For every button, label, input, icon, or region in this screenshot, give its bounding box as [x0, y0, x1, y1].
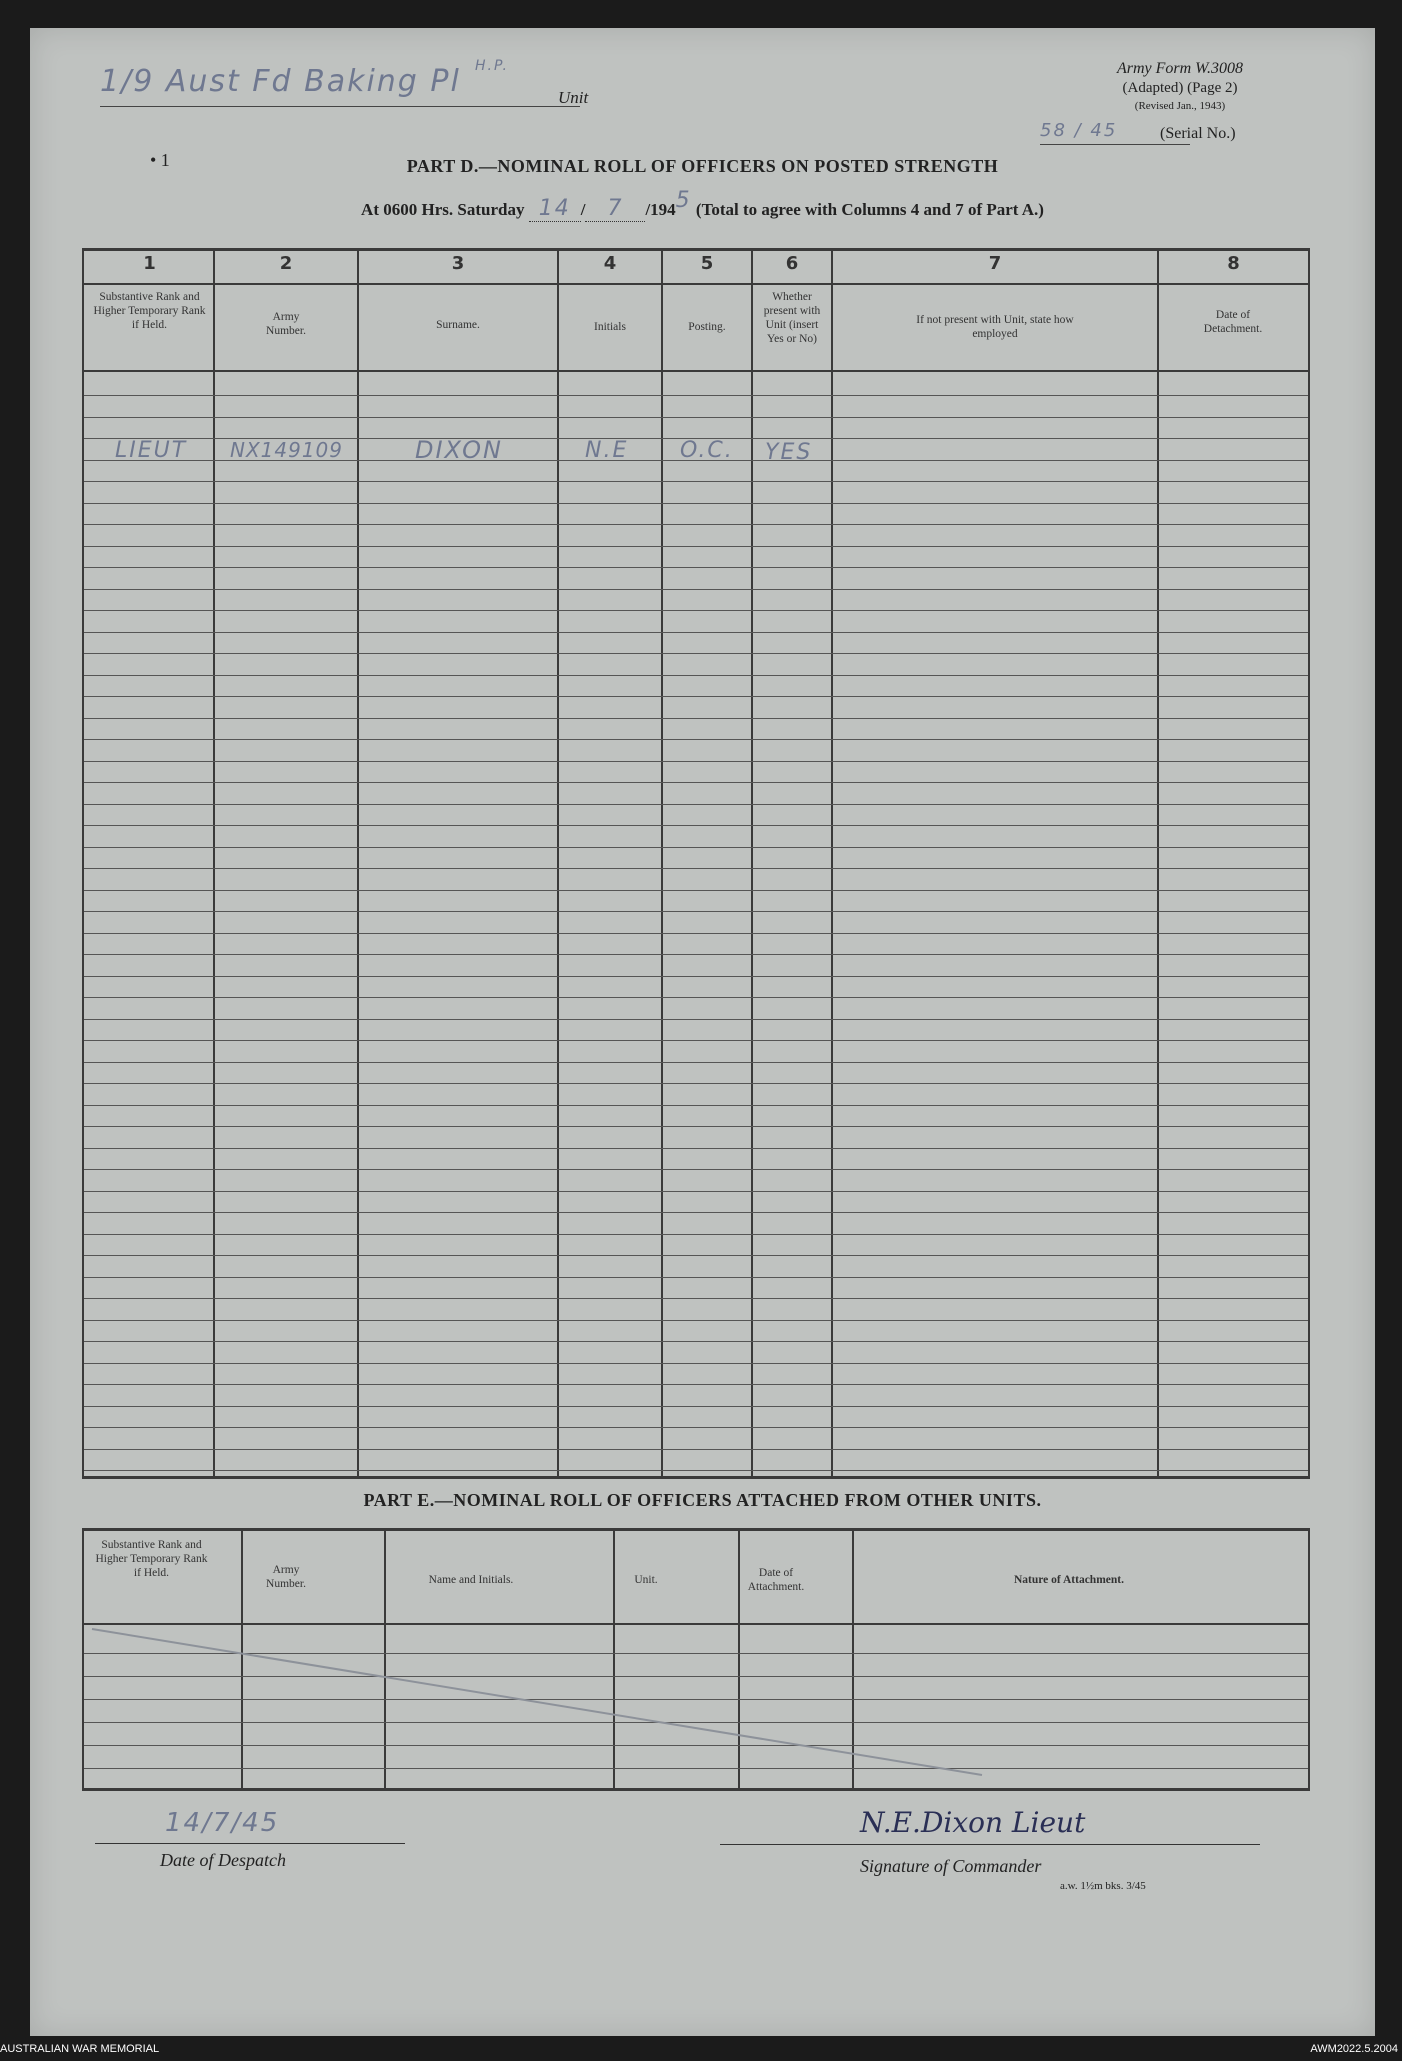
- ruled-line: [84, 675, 1308, 676]
- part-e-col-3-label: Name and Initials.: [428, 1574, 514, 1586]
- ruled-line: [84, 976, 1308, 977]
- ruled-line: [84, 1406, 1308, 1407]
- subtitle-suffix: (Total to agree with Columns 4 and 7 of Part A.): [695, 200, 1044, 219]
- ruled-line: [84, 1277, 1308, 1278]
- ruled-line: [84, 1083, 1308, 1084]
- date-month: 7: [585, 196, 645, 222]
- col-5-number: 5: [700, 253, 714, 274]
- column-line: [831, 248, 833, 1478]
- entry-army-number: NX149109: [230, 438, 344, 462]
- signature-label: Signature of Commander: [860, 1856, 1042, 1876]
- ruled-line: [84, 503, 1308, 504]
- col-5-label: Posting.: [688, 321, 726, 333]
- ruled-line: [84, 1255, 1308, 1256]
- ruled-line: [84, 782, 1308, 783]
- part-e-col-6-label: Nature of Attachment.: [1014, 1574, 1124, 1586]
- entry-initials: N.E: [585, 438, 629, 463]
- entry-rank: LIEUT: [115, 438, 188, 463]
- ruled-line: [84, 1234, 1308, 1235]
- column-line: [1157, 248, 1159, 1478]
- ruled-line: [84, 696, 1308, 697]
- entry-posting: O.C.: [680, 438, 734, 463]
- column-line: [661, 248, 663, 1478]
- col-3-label: Surname.: [436, 319, 480, 331]
- ruled-line: [84, 761, 1308, 762]
- column-line: [82, 248, 84, 1478]
- ruled-line: [84, 1105, 1308, 1106]
- part-e-col-1-label: Substantive Rank and Higher Temporary Rank if Held.: [95, 1539, 208, 1579]
- col-1-label: Substantive Rank and Higher Temporary Rank if Held.: [93, 291, 206, 331]
- form-number: Army Form W.3008: [1116, 60, 1244, 77]
- col-7-number: 7: [988, 253, 1002, 274]
- entry-present: YES: [765, 440, 813, 465]
- part-e-col-5-label: Date of Attachment.: [747, 1567, 805, 1593]
- ruled-line: [84, 524, 1308, 525]
- ruled-line: [84, 739, 1308, 740]
- serial-label: (Serial No.): [1160, 125, 1236, 142]
- ruled-line: [84, 1363, 1308, 1364]
- ruled-line: [84, 546, 1308, 547]
- header-bottom-border: [82, 370, 1310, 372]
- year-digit: 5: [675, 188, 692, 213]
- ruled-line: [84, 1470, 1308, 1471]
- part-e-col-4-label: Unit.: [634, 1574, 658, 1586]
- col-4-number: 4: [603, 253, 617, 274]
- table-bottom-border: [82, 1476, 1310, 1479]
- ruled-line: [84, 567, 1308, 568]
- ruled-line: [84, 1427, 1308, 1428]
- ruled-line: [84, 1320, 1308, 1321]
- col-4-label: Initials: [594, 321, 626, 333]
- ruled-line: [84, 718, 1308, 719]
- despatch-underline: [95, 1843, 405, 1844]
- col-6-label: Whether present with Unit (insert Yes or No): [763, 291, 821, 345]
- col-2-number: 2: [279, 253, 293, 274]
- signature-underline: [720, 1844, 1260, 1845]
- ruled-line: [84, 1449, 1308, 1450]
- column-line: [751, 248, 753, 1478]
- ruled-line: [84, 1062, 1308, 1063]
- column-line: [213, 248, 215, 1478]
- form-adapted: (Adapted) (Page 2): [1122, 80, 1238, 96]
- corner-mark: • 1: [150, 150, 170, 170]
- number-row-divider: [82, 283, 1310, 285]
- col-8-label: Date of Detachment.: [1203, 309, 1263, 335]
- unit-label: Unit: [558, 88, 589, 107]
- date-day: 14: [529, 196, 581, 222]
- ruled-line: [84, 1126, 1308, 1127]
- archive-left-text: AUSTRALIAN WAR MEMORIAL: [0, 2043, 160, 2055]
- part-d-title: PART D.—NOMINAL ROLL OF OFFICERS ON POSTED STRENGTH: [406, 156, 999, 176]
- ruled-line: [84, 1384, 1308, 1385]
- unit-note: H.P.: [475, 58, 509, 74]
- ruled-line: [84, 825, 1308, 826]
- year-prefix: /194: [645, 200, 676, 219]
- part-e-top-border: [82, 1528, 1310, 1531]
- form-page: [30, 28, 1375, 2036]
- ruled-line: [84, 632, 1308, 633]
- col-2-label: Army Number.: [266, 311, 306, 337]
- archive-right-text: AWM2022.5.2004: [1310, 2043, 1398, 2055]
- form-revised: (Revised Jan., 1943): [1134, 100, 1226, 112]
- ruled-line: [84, 1212, 1308, 1213]
- col-1-number: 1: [143, 253, 156, 274]
- part-e-col-2-label: Army Number.: [266, 1564, 306, 1590]
- print-code: a.w. 1½m bks. 3/45: [1060, 1880, 1146, 1892]
- commander-signature: N.E.Dixon Lieut: [860, 1806, 1086, 1839]
- col-8-number: 8: [1227, 253, 1240, 274]
- ruled-line: [84, 653, 1308, 654]
- ruled-line: [84, 911, 1308, 912]
- ruled-line: [84, 1040, 1308, 1041]
- ruled-line: [84, 1019, 1308, 1020]
- col-6-number: 6: [785, 253, 799, 274]
- ruled-line: [84, 868, 1308, 869]
- ruled-line: [84, 395, 1308, 396]
- ruled-line: [84, 1148, 1308, 1149]
- archive-footer: [0, 2037, 1402, 2061]
- entry-surname: DIXON: [415, 436, 503, 464]
- ruled-line: [84, 933, 1308, 934]
- part-d-subtitle: At 0600 Hrs. Saturday 14 / 7 /1945 (Total to agree with Columns 4 and 7 of Part A.): [361, 188, 1044, 221]
- ruled-line: [84, 954, 1308, 955]
- ruled-line: [84, 1341, 1308, 1342]
- ruled-line: [84, 1191, 1308, 1192]
- col-7-label: If not present with Unit, state how employed: [916, 314, 1074, 340]
- part-e-title: PART E.—NOMINAL ROLL OF OFFICERS ATTACHED FROM OTHER UNITS.: [363, 1490, 1042, 1510]
- ruled-line: [84, 589, 1308, 590]
- serial-handwritten: 58 / 45: [1040, 120, 1118, 141]
- ruled-line: [84, 997, 1308, 998]
- subtitle-prefix: At 0600 Hrs. Saturday: [361, 200, 525, 219]
- ruled-line: [84, 481, 1308, 482]
- ruled-line: [84, 804, 1308, 805]
- column-line: [357, 248, 359, 1478]
- unit-handwritten: 1/9 Aust Fd Baking Pl: [100, 64, 461, 99]
- part-e-strike-line: [82, 1625, 1310, 1789]
- ruled-line: [84, 610, 1308, 611]
- despatch-label: Date of Despatch: [160, 1850, 286, 1870]
- ruled-line: [84, 1298, 1308, 1299]
- ruled-line: [84, 1169, 1308, 1170]
- despatch-date: 14/7/45: [165, 1808, 280, 1838]
- ruled-line: [84, 417, 1308, 418]
- ruled-line: [84, 847, 1308, 848]
- column-line: [557, 248, 559, 1478]
- col-3-number: 3: [451, 253, 465, 274]
- ruled-line: [84, 890, 1308, 891]
- column-line: [1308, 248, 1310, 1478]
- unit-underline: [100, 106, 580, 107]
- table-top-border: [82, 248, 1310, 251]
- serial-underline: [1040, 144, 1190, 145]
